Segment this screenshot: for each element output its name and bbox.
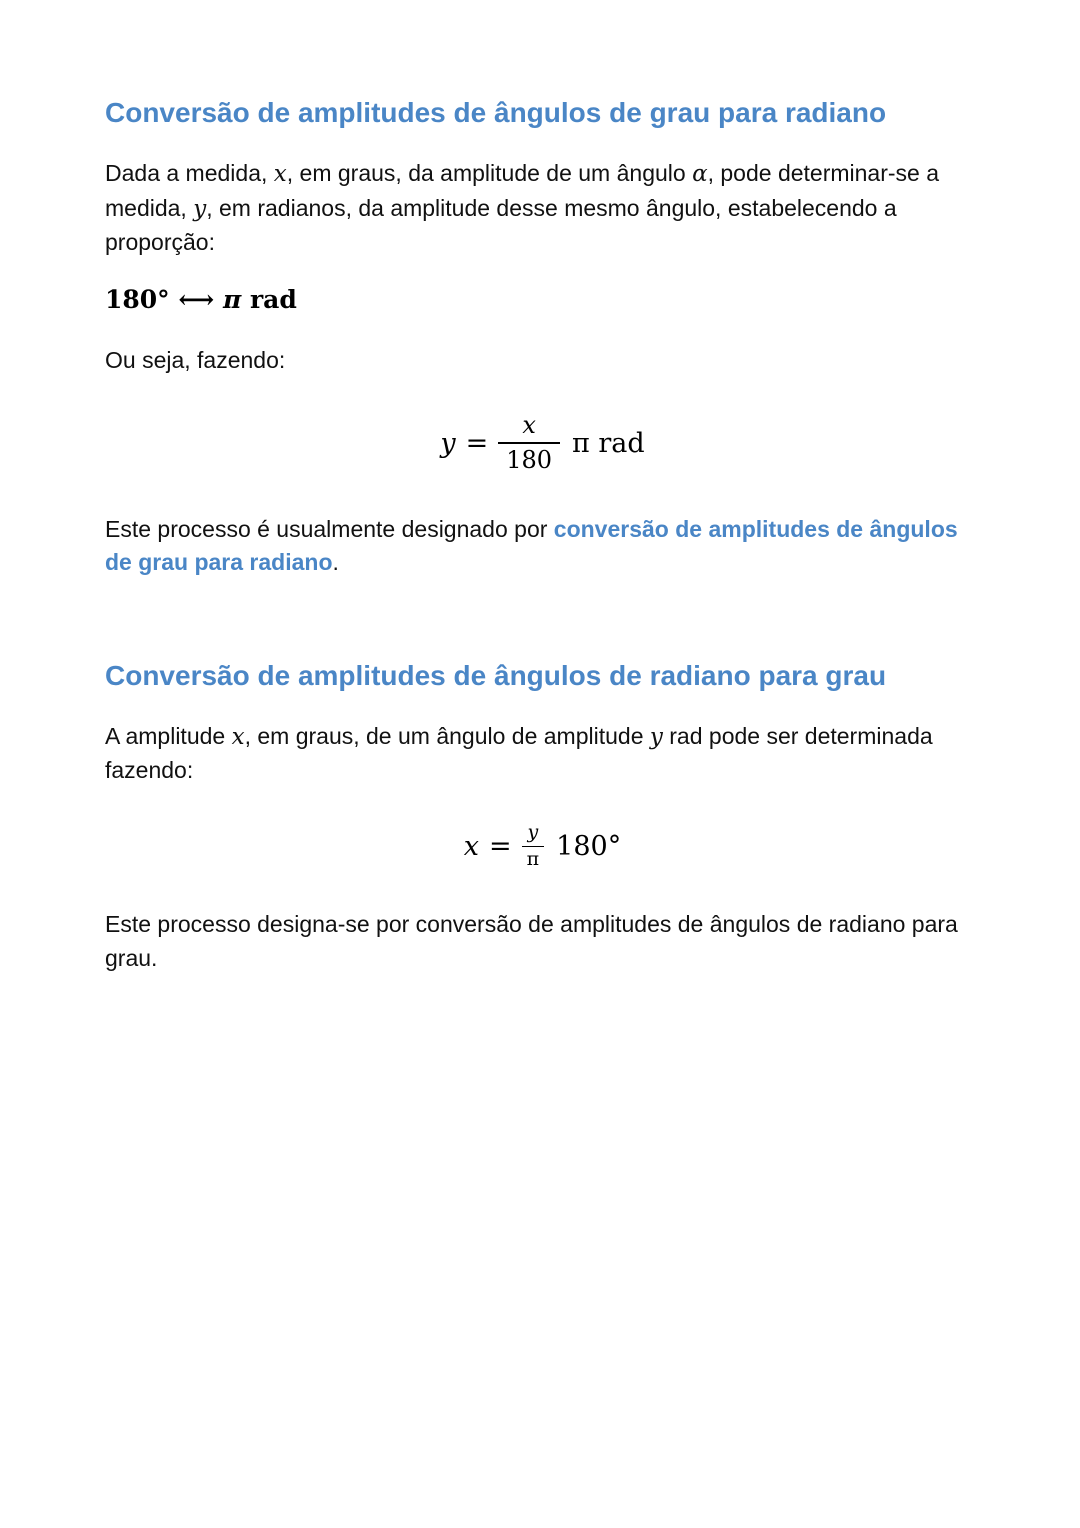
math-variable-y: y [649, 724, 663, 751]
text-run: Dada a medida, [105, 160, 274, 187]
formula-lhs: y [440, 427, 456, 459]
fraction-denominator: 180 [506, 446, 553, 475]
formula-inner [440, 412, 644, 475]
text-run: , em graus, da amplitude de um ângulo [286, 160, 693, 187]
text-run: . [332, 549, 339, 576]
formula-lhs: x [463, 830, 480, 862]
text-run: , em radianos, da amplitude desse mesmo ângulo, estabelecendo a proporção: [105, 194, 897, 256]
math-variable-y: y [193, 195, 207, 222]
text-run: , em graus, de um ângulo de amplitude [244, 723, 650, 750]
formula-suffix: 180° [556, 830, 622, 862]
math-variable-pi: π [222, 285, 242, 315]
math-variable-x: x [273, 161, 287, 188]
text-run: , pode determinar-se a medida, [105, 160, 940, 221]
section-grau-para-radiano [105, 95, 980, 580]
highlighted-term: conversão de amplitudes de ângulos de grau para radiano [105, 515, 958, 576]
section-radiano-para-grau [105, 658, 980, 975]
section-heading-radiano-para-grau: Conversão de amplitudes de ângulos de radiano para grau [105, 659, 887, 691]
text-run: rad pode ser determinada fazendo: [105, 723, 933, 784]
text-run: A amplitude [105, 723, 232, 750]
text-run: Este processo é usualmente designado por [105, 515, 554, 542]
math-variable-x: x [231, 724, 245, 751]
section-heading-grau-para-radiano: Conversão de amplitudes de ângulos de grau para radiano [105, 97, 887, 128]
formula-radiano-para-grau [105, 822, 980, 871]
math-variable-alpha: α [692, 161, 708, 188]
formula-inner [464, 822, 621, 871]
fraction-numerator: y [522, 822, 545, 847]
ou-seja-paragraph: Ou seja, fazendo: [105, 347, 286, 374]
fraction-numerator: x [498, 412, 560, 445]
proportion-statement [105, 285, 980, 314]
text-run: rad [241, 285, 297, 315]
formula-suffix: π rad [572, 427, 645, 459]
text-run: 180° ⟷ [105, 285, 223, 315]
closing-paragraph: Este processo designa-se por conversão de amplitudes de ângulos de radiano para grau. [105, 911, 958, 971]
intro-paragraph [105, 157, 980, 259]
fraction-x-over-180 [498, 412, 560, 475]
fraction-y-over-pi [522, 822, 545, 871]
fraction-denominator: π [526, 847, 540, 870]
equals-sign: = [489, 830, 512, 862]
intro-paragraph [105, 720, 980, 788]
closing-paragraph [105, 513, 980, 580]
equals-sign: = [465, 427, 489, 459]
formula-grau-para-radiano [105, 412, 980, 475]
